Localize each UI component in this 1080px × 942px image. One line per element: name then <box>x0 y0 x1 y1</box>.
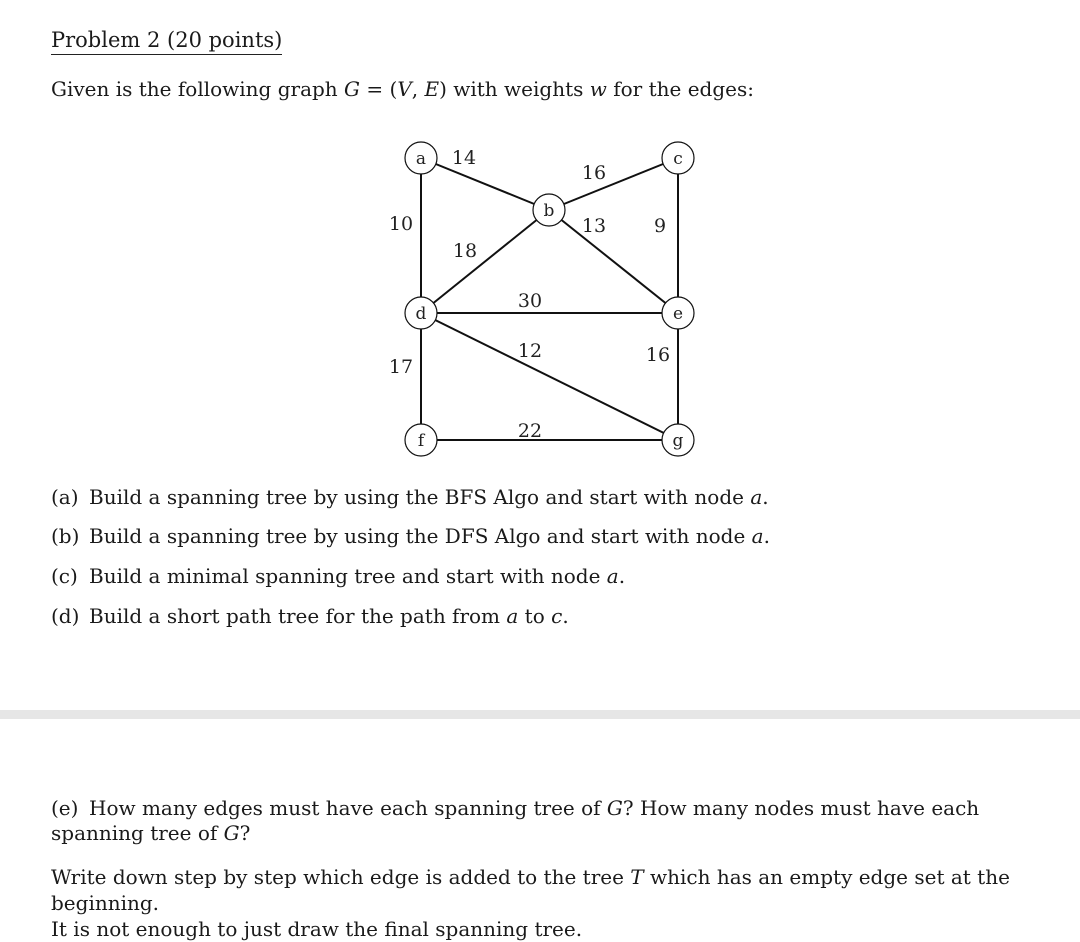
node-d <box>405 297 437 329</box>
node-label-f: f <box>417 431 425 451</box>
edge-d-g <box>421 313 678 440</box>
edge-a-b <box>421 158 549 210</box>
question-c: (c) Build a minimal spanning tree and start with node a. <box>51 564 626 588</box>
edge-weight-d-g: 12 <box>517 340 543 362</box>
edge-weight-f-g: 22 <box>517 420 543 442</box>
node-label-e: e <box>672 304 684 324</box>
node-label-g: g <box>672 431 684 451</box>
edge-b-c <box>549 158 678 210</box>
question-a: (a) Build a spanning tree by using the BFS Algo and start with node a. <box>51 485 769 509</box>
node-label-a: a <box>415 149 427 169</box>
node-a <box>405 142 437 174</box>
node-label-d: d <box>415 304 427 324</box>
edge-weight-a-d: 10 <box>388 213 414 235</box>
node-b <box>533 194 565 226</box>
instructions: Write down step by step which edge is added to the tree T which has an empty edge set at the beginning. It is not enough to just draw the final spanning tree. <box>51 865 1010 941</box>
edge-weight-b-e: 13 <box>581 215 607 237</box>
node-label-b: b <box>543 201 555 221</box>
question-d: (d) Build a short path tree for the path from a to c. <box>51 604 569 628</box>
node-g <box>662 424 694 456</box>
edge-weight-e-g: 16 <box>645 344 671 366</box>
edge-weight-b-c: 16 <box>581 162 607 184</box>
question-e: (e) How many edges must have each spanning tree of G? How many nodes must have each spanning tree of G? <box>51 796 980 845</box>
node-label-c: c <box>673 149 683 169</box>
node-e <box>662 297 694 329</box>
edge-weight-d-f: 17 <box>388 356 414 378</box>
node-f <box>405 424 437 456</box>
question-b: (b) Build a spanning tree by using the DFS Algo and start with node a. <box>51 524 770 548</box>
problem-title: Problem 2 (20 points) <box>51 28 282 55</box>
edge-weight-d-e: 30 <box>517 290 543 312</box>
edge-weight-a-b: 14 <box>451 147 477 169</box>
edge-weight-b-d: 18 <box>452 240 478 262</box>
edge-weight-c-e: 9 <box>653 215 667 237</box>
node-c <box>662 142 694 174</box>
page-divider <box>0 710 1080 719</box>
problem-intro: Given is the following graph G = (V, E) with weights w for the edges: <box>51 77 754 101</box>
